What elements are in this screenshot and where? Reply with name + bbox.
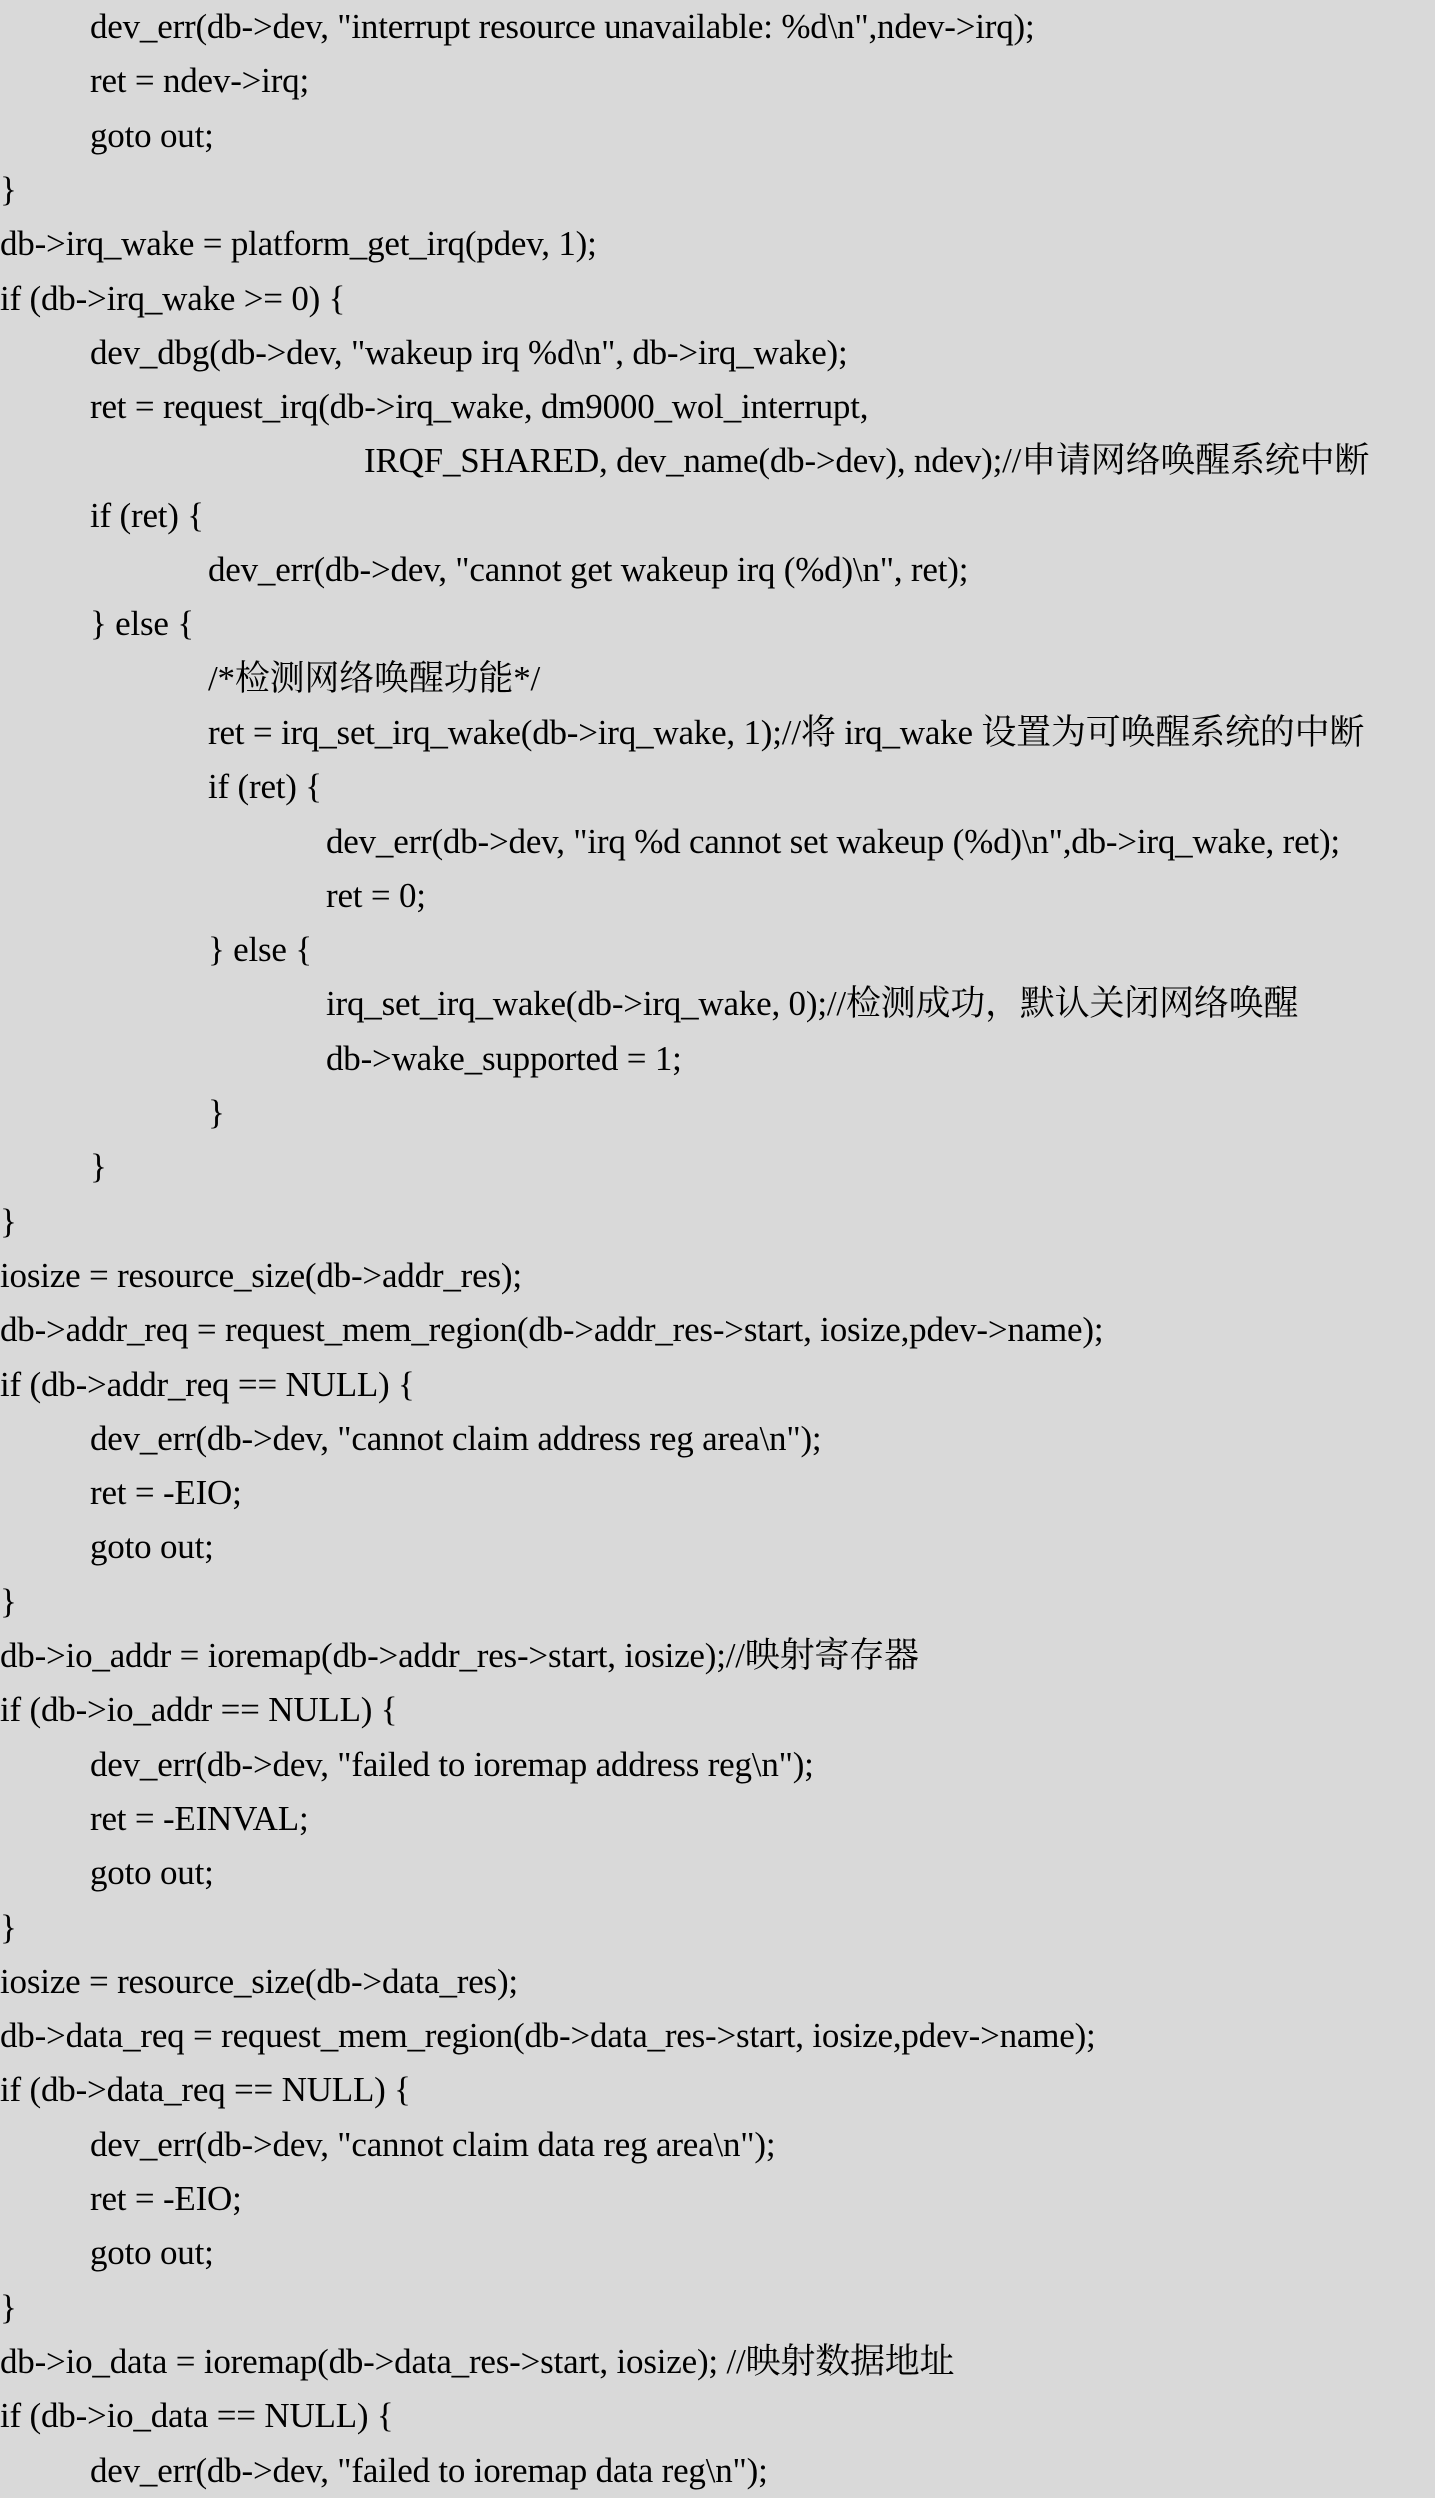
code-line: if (db->irq_wake >= 0) {	[0, 278, 346, 318]
code-line: IRQF_SHARED, dev_name(db->dev), ndev);//申请网络唤醒系统中断	[364, 441, 1370, 481]
code-line: goto out;	[90, 115, 214, 155]
code-line: if (db->addr_req == NULL) {	[0, 1364, 415, 1404]
code-line: dev_err(db->dev, "cannot get wakeup irq (%d)\n", ret);	[208, 550, 969, 589]
code-line: if (ret) {	[208, 767, 322, 807]
code-line: iosize = resource_size(db->data_res);	[0, 1961, 518, 2001]
code-line: dev_err(db->dev, "irq %d cannot set wakeup (%d)\n",db->irq_wake, ret);	[326, 821, 1340, 861]
code-line: ret = ndev->irq;	[90, 61, 309, 101]
code-line: } else {	[90, 604, 194, 644]
code-line: irq_set_irq_wake(db->irq_wake, 0);//检测成功，默认关闭网络唤醒	[326, 984, 1299, 1024]
code-line: dev_err(db->dev, "cannot claim data reg area\n");	[90, 2124, 776, 2164]
code-line: if (db->data_req == NULL) {	[0, 2070, 411, 2110]
code-line: ret = 0;	[326, 875, 426, 915]
code-line: }	[0, 2287, 17, 2327]
code-line: dev_err(db->dev, "failed to ioremap address reg\n");	[90, 1744, 814, 1784]
code-line: /*检测网络唤醒功能*/	[208, 658, 541, 698]
code-line: db->irq_wake = platform_get_irq(pdev, 1);	[0, 224, 597, 264]
code-line: db->data_req = request_mem_region(db->data_res->start, iosize,pdev->name);	[0, 2016, 1096, 2056]
code-line: }	[0, 1201, 17, 1241]
code-line: db->io_data = ioremap(db->data_res->start, iosize); //映射数据地址	[0, 2341, 955, 2381]
code-line: iosize = resource_size(db->addr_res);	[0, 1255, 522, 1295]
code-line: ret = -EIO;	[90, 2179, 242, 2218]
code-line: dev_err(db->dev, "failed to ioremap data reg\n");	[90, 2450, 768, 2490]
code-line: ret = -EIO;	[90, 1473, 242, 1513]
code-line: dev_dbg(db->dev, "wakeup irq %d\n", db->irq_wake);	[90, 332, 848, 372]
code-line: ret = irq_set_irq_wake(db->irq_wake, 1);//将 irq_wake 设置为可唤醒系统的中断	[208, 712, 1365, 752]
code-line: db->wake_supported = 1;	[326, 1038, 682, 1078]
code-line: }	[0, 1907, 17, 1947]
code-line: dev_err(db->dev, "interrupt resource unavailable: %d\n",ndev->irq);	[90, 7, 1035, 46]
code-line: db->io_addr = ioremap(db->addr_res->start, iosize);//映射寄存器	[0, 1636, 919, 1675]
code-line: if (db->io_data == NULL) {	[0, 2396, 394, 2436]
code-line: }	[0, 1581, 17, 1621]
code-line: }	[0, 169, 17, 209]
code-line: } else {	[208, 930, 312, 970]
code-line: db->addr_req = request_mem_region(db->addr_res->start, iosize,pdev->name);	[0, 1310, 1104, 1350]
code-line: goto out;	[90, 1527, 214, 1567]
code-line: goto out;	[90, 2233, 214, 2273]
code-line: ret = -EINVAL;	[90, 1798, 309, 1838]
code-line: }	[90, 1147, 107, 1187]
code-line: ret = request_irq(db->irq_wake, dm9000_wol_interrupt,	[90, 387, 869, 427]
code-line: goto out;	[90, 1853, 214, 1893]
code-line: if (db->io_addr == NULL) {	[0, 1690, 398, 1730]
code-line: if (ret) {	[90, 495, 204, 535]
code-line: }	[208, 1093, 225, 1132]
code-line: dev_err(db->dev, "cannot claim address reg area\n");	[90, 1418, 822, 1458]
